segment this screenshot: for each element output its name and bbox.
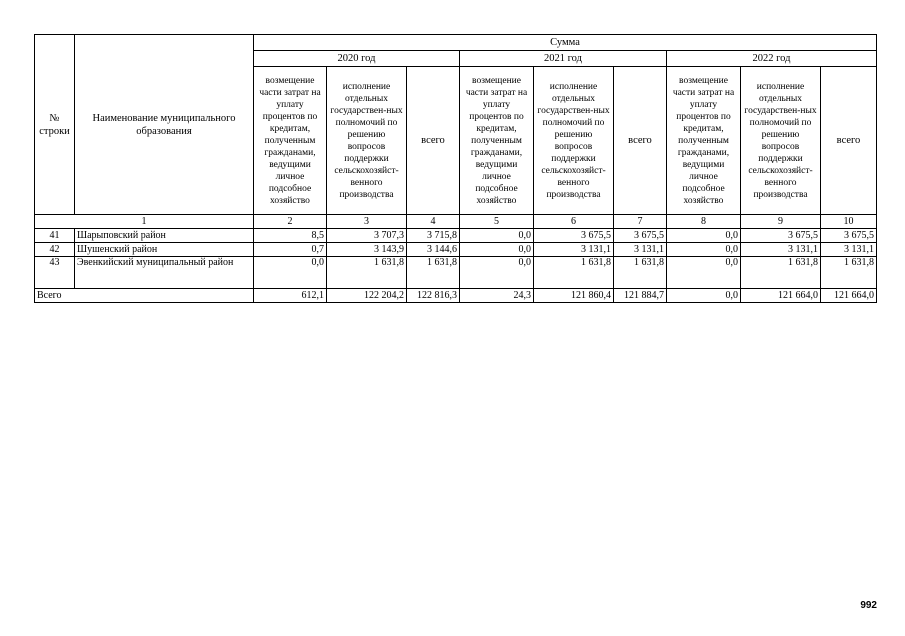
municipality-name: Шарыповский район bbox=[75, 229, 254, 243]
column-number: 2 bbox=[254, 215, 327, 229]
total-value-cell: 121 664,0 bbox=[741, 289, 821, 303]
column-number: 1 bbox=[35, 215, 254, 229]
column-number-row bbox=[35, 215, 877, 229]
value-cell: 0,0 bbox=[254, 257, 327, 289]
total-value-cell: 122 204,2 bbox=[327, 289, 407, 303]
total-value-cell: 121 664,0 bbox=[821, 289, 877, 303]
column-number: 9 bbox=[741, 215, 821, 229]
budget-table bbox=[34, 34, 877, 303]
column-number: 7 bbox=[614, 215, 667, 229]
value-cell: 3 675,5 bbox=[534, 229, 614, 243]
value-cell: 3 131,1 bbox=[614, 243, 667, 257]
header-interest-compensation-2022: возмещение части затрат на уплату процентов по кредитам, полученным гражданами, ведущими личное подсобное хозяйство bbox=[667, 67, 741, 215]
value-cell: 1 631,8 bbox=[614, 257, 667, 289]
total-value-cell: 121 884,7 bbox=[614, 289, 667, 303]
municipality-name: Эвенкийский муниципальный район bbox=[75, 257, 254, 289]
total-label: Всего bbox=[35, 289, 254, 303]
total-value-cell: 122 816,3 bbox=[407, 289, 460, 303]
header-total-2022: всего bbox=[821, 67, 877, 215]
total-value-cell: 0,0 bbox=[667, 289, 741, 303]
column-number: 10 bbox=[821, 215, 877, 229]
header-interest-compensation-2021: возмещение части затрат на уплату процентов по кредитам, полученным гражданами, ведущими личное подсобное хозяйство bbox=[460, 67, 534, 215]
column-number: 8 bbox=[667, 215, 741, 229]
value-cell: 3 143,9 bbox=[327, 243, 407, 257]
header-total-2021: всего bbox=[614, 67, 667, 215]
header-state-powers-2021: исполнение отдельных государствен-ных полномочий по решению вопросов поддержки сельскохозяйст-венного производства bbox=[534, 67, 614, 215]
table-row bbox=[35, 243, 877, 257]
header-year-2022: 2022 год bbox=[667, 51, 877, 67]
value-cell: 0,7 bbox=[254, 243, 327, 257]
value-cell: 1 631,8 bbox=[821, 257, 877, 289]
value-cell: 3 131,1 bbox=[821, 243, 877, 257]
header-sum: Сумма bbox=[254, 35, 877, 51]
page-number: 992 bbox=[860, 600, 877, 611]
value-cell: 3 675,5 bbox=[741, 229, 821, 243]
value-cell: 3 707,3 bbox=[327, 229, 407, 243]
column-number: 4 bbox=[407, 215, 460, 229]
total-value-cell: 612,1 bbox=[254, 289, 327, 303]
value-cell: 0,0 bbox=[667, 257, 741, 289]
value-cell: 1 631,8 bbox=[327, 257, 407, 289]
value-cell: 3 675,5 bbox=[614, 229, 667, 243]
column-number: 3 bbox=[327, 215, 407, 229]
value-cell: 1 631,8 bbox=[407, 257, 460, 289]
value-cell: 8,5 bbox=[254, 229, 327, 243]
header-row-number: № строки bbox=[35, 35, 75, 215]
table-row bbox=[35, 229, 877, 243]
row-number: 41 bbox=[35, 229, 75, 243]
total-value-cell: 24,3 bbox=[460, 289, 534, 303]
header-year-2021: 2021 год bbox=[460, 51, 667, 67]
value-cell: 1 631,8 bbox=[741, 257, 821, 289]
row-number: 42 bbox=[35, 243, 75, 257]
value-cell: 0,0 bbox=[667, 243, 741, 257]
total-row bbox=[35, 289, 877, 303]
value-cell: 3 131,1 bbox=[534, 243, 614, 257]
header-state-powers-2020: исполнение отдельных государствен-ных полномочий по решению вопросов поддержки сельскохозяйст-венного производства bbox=[327, 67, 407, 215]
row-number: 43 bbox=[35, 257, 75, 289]
header-year-2020: 2020 год bbox=[254, 51, 460, 67]
table-row bbox=[35, 257, 877, 289]
value-cell: 3 144,6 bbox=[407, 243, 460, 257]
value-cell: 0,0 bbox=[460, 243, 534, 257]
header-state-powers-2022: исполнение отдельных государствен-ных полномочий по решению вопросов поддержки сельскохозяйст-венного производства bbox=[741, 67, 821, 215]
value-cell: 3 715,8 bbox=[407, 229, 460, 243]
value-cell: 0,0 bbox=[667, 229, 741, 243]
total-value-cell: 121 860,4 bbox=[534, 289, 614, 303]
value-cell: 0,0 bbox=[460, 229, 534, 243]
municipality-name: Шушенский район bbox=[75, 243, 254, 257]
header-interest-compensation-2020: возмещение части затрат на уплату процентов по кредитам, полученным гражданами, ведущими личное подсобное хозяйство bbox=[254, 67, 327, 215]
header-total-2020: всего bbox=[407, 67, 460, 215]
value-cell: 3 131,1 bbox=[741, 243, 821, 257]
column-number: 6 bbox=[534, 215, 614, 229]
value-cell: 0,0 bbox=[460, 257, 534, 289]
value-cell: 1 631,8 bbox=[534, 257, 614, 289]
column-number: 5 bbox=[460, 215, 534, 229]
value-cell: 3 675,5 bbox=[821, 229, 877, 243]
header-municipality-name: Наименование муниципального образования bbox=[75, 35, 254, 215]
